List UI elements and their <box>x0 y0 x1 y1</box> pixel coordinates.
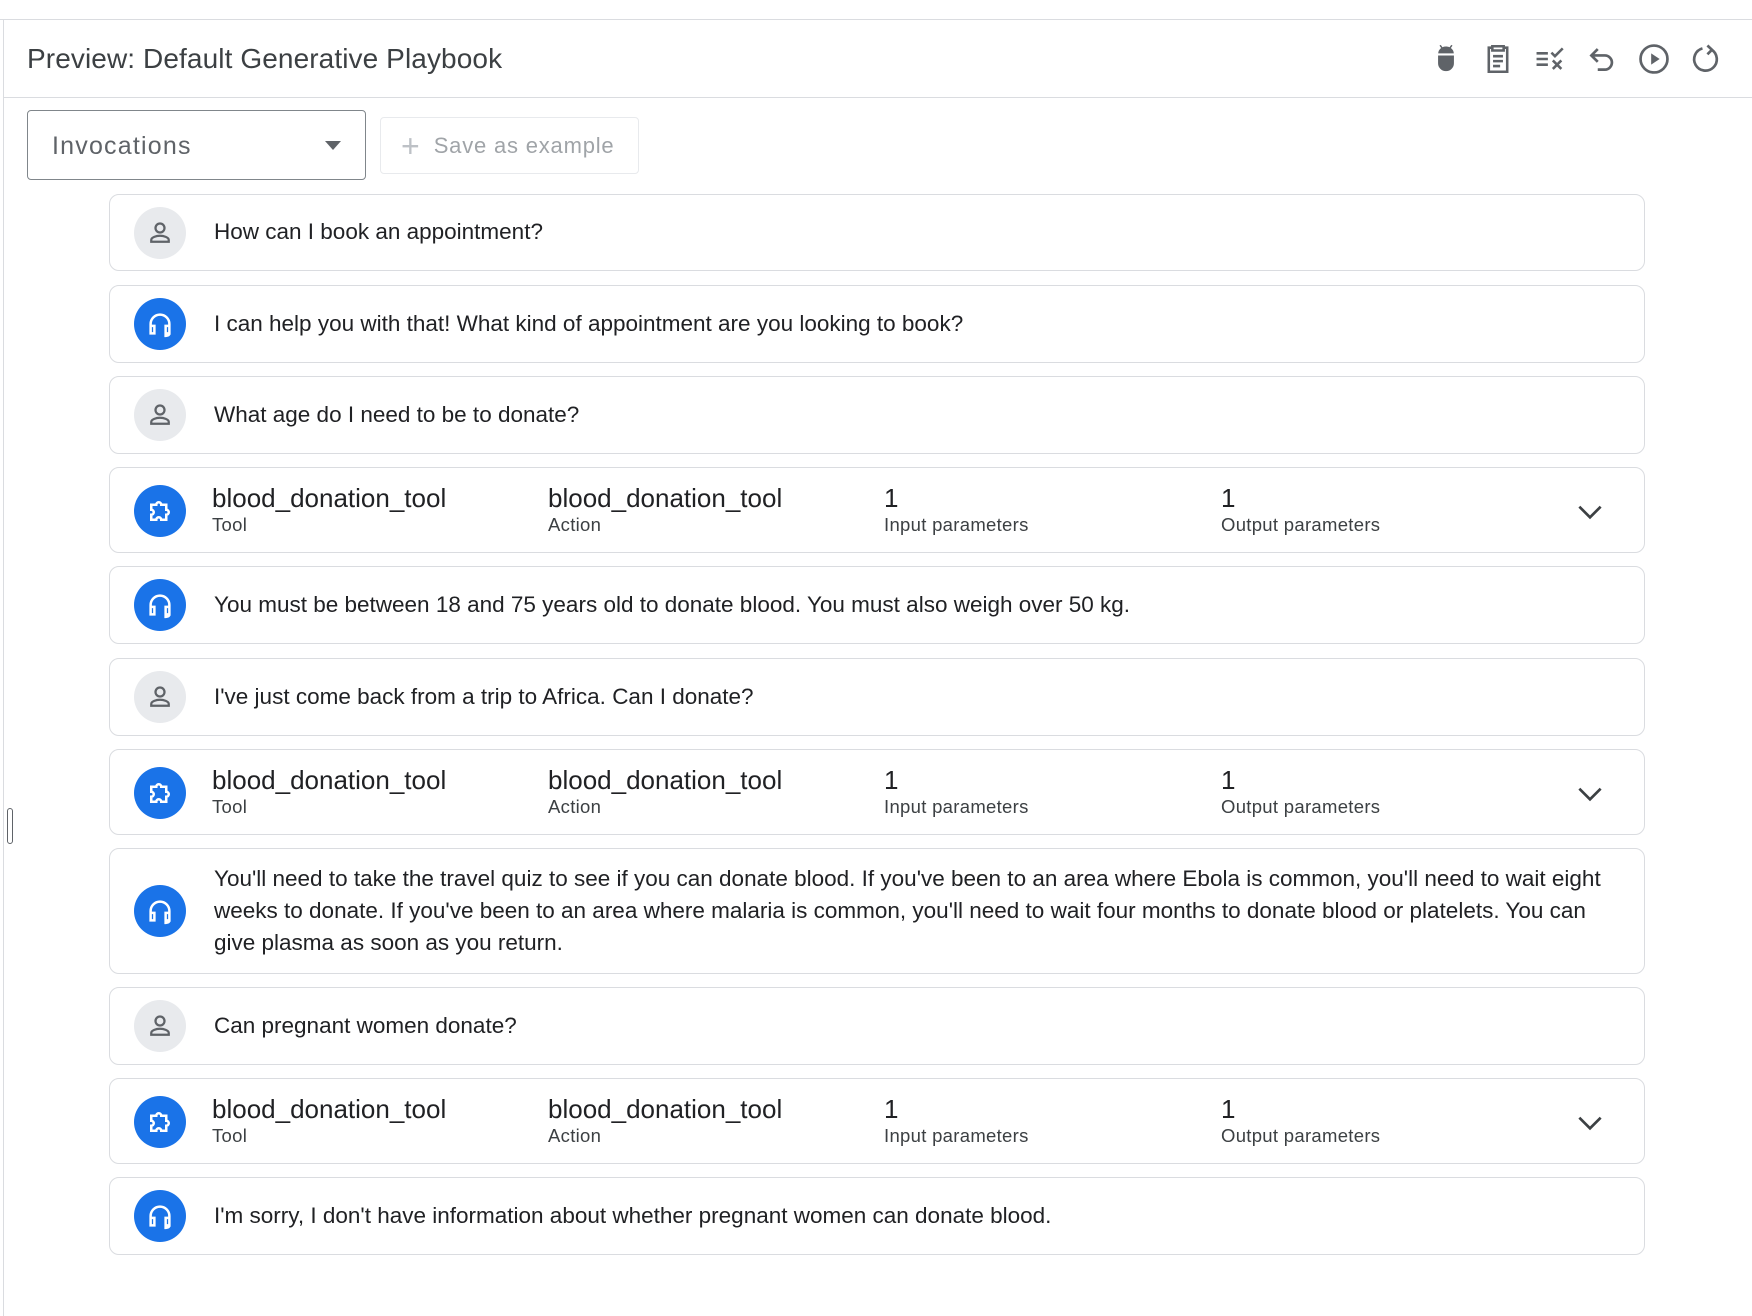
tool-action-label: Action <box>548 1125 602 1146</box>
user-avatar <box>134 671 186 723</box>
bug-icon <box>1429 42 1463 76</box>
expand-tool-button[interactable] <box>1572 1105 1608 1141</box>
message-text: What age do I need to be to donate? <box>214 402 580 427</box>
tool-action-label: Action <box>548 514 602 535</box>
input-params-label: Input parameters <box>884 796 1029 817</box>
tool-name-label: Tool <box>212 1125 248 1146</box>
headset-icon <box>145 309 175 339</box>
expand-tool-button[interactable] <box>1572 776 1608 812</box>
extension-icon <box>145 496 175 526</box>
user-avatar <box>134 207 186 259</box>
tool-avatar <box>134 1096 186 1148</box>
chevron-down-icon <box>1574 1107 1606 1139</box>
tool-invocation-card <box>109 1078 1645 1164</box>
tool-action-column <box>548 1093 782 1147</box>
output-params-count: 1 <box>1221 1094 1236 1124</box>
tool-action-label: Action <box>548 796 602 817</box>
tool-action: blood_donation_tool <box>548 1094 783 1124</box>
tool-invocation-card <box>109 749 1645 835</box>
tool-name-column <box>212 482 446 536</box>
tool-name-column <box>212 1093 446 1147</box>
user-message-card <box>109 658 1645 736</box>
person-icon <box>145 218 175 248</box>
input-params-column <box>884 1093 1029 1147</box>
message-text: I can help you with that! What kind of appointment are you looking to book? <box>214 311 964 336</box>
output-params-label: Output parameters <box>1221 1125 1381 1146</box>
window-top-strip <box>0 0 1752 20</box>
panel-left-border <box>3 20 4 1316</box>
output-params-column <box>1221 764 1380 818</box>
output-params-count: 1 <box>1221 765 1236 795</box>
tool-name-column <box>212 764 446 818</box>
output-params-label: Output parameters <box>1221 514 1381 535</box>
play-button[interactable] <box>1632 37 1676 81</box>
agent-avatar <box>134 298 186 350</box>
chevron-down-icon <box>1574 778 1606 810</box>
undo-button[interactable] <box>1580 37 1624 81</box>
header-toolbar <box>1412 37 1752 81</box>
dropdown-arrow-icon <box>325 141 341 150</box>
play-circle-icon <box>1637 42 1671 76</box>
clipboard-icon <box>1481 42 1515 76</box>
input-params-count: 1 <box>884 1094 899 1124</box>
checklist-icon <box>1533 42 1567 76</box>
save-as-example-label: Save as example <box>433 132 615 158</box>
headset-icon <box>145 590 175 620</box>
tool-name: blood_donation_tool <box>212 483 447 513</box>
message-text: You must be between 18 and 75 years old to donate blood. You must also weigh over 50 kg. <box>214 592 1131 617</box>
save-as-example-button[interactable] <box>380 117 639 174</box>
message-text: How can I book an appointment? <box>214 219 543 244</box>
tool-name-label: Tool <box>212 796 248 817</box>
agent-avatar <box>134 1190 186 1242</box>
undo-icon <box>1585 42 1619 76</box>
debug-button[interactable] <box>1424 37 1468 81</box>
tool-avatar <box>134 485 186 537</box>
user-avatar <box>134 389 186 441</box>
tool-name-label: Tool <box>212 514 248 535</box>
preview-header <box>4 20 1752 98</box>
tool-invocation-card <box>109 467 1645 553</box>
message-text: You'll need to take the travel quiz to see if you can donate blood. If you've been to an area where Ebola is common, you'll need to wait eight weeks to donate. If you've been to an area where malaria is common, you'll need to wait four months to donate blood or platelets. You can give plasma as soon as you return. <box>214 866 1601 955</box>
person-icon <box>145 682 175 712</box>
extension-icon <box>145 778 175 808</box>
clipboard-button[interactable] <box>1476 37 1520 81</box>
chevron-down-icon <box>1574 496 1606 528</box>
user-message-card <box>109 376 1645 454</box>
person-icon <box>145 400 175 430</box>
input-params-count: 1 <box>884 483 899 513</box>
expand-tool-button[interactable] <box>1572 494 1608 530</box>
input-params-column <box>884 764 1029 818</box>
page-title: Preview: Default Generative Playbook <box>27 43 503 74</box>
preview-controls <box>27 110 727 180</box>
reset-icon <box>1689 42 1723 76</box>
input-params-label: Input parameters <box>884 1125 1029 1146</box>
checklist-button[interactable] <box>1528 37 1572 81</box>
output-params-count: 1 <box>1221 483 1236 513</box>
input-params-label: Input parameters <box>884 514 1029 535</box>
user-avatar <box>134 1000 186 1052</box>
agent-message-card <box>109 1177 1645 1255</box>
view-mode-select-value: Invocations <box>52 132 192 160</box>
user-message-card <box>109 987 1645 1065</box>
plus-icon: + <box>401 127 420 164</box>
input-params-count: 1 <box>884 765 899 795</box>
person-icon <box>145 1011 175 1041</box>
headset-icon <box>145 1201 175 1231</box>
input-params-column <box>884 482 1029 536</box>
tool-action: blood_donation_tool <box>548 765 783 795</box>
panel-resize-handle[interactable] <box>7 808 13 844</box>
tool-action: blood_donation_tool <box>548 483 783 513</box>
tool-avatar <box>134 767 186 819</box>
tool-name: blood_donation_tool <box>212 765 447 795</box>
message-text: I'm sorry, I don't have information about whether pregnant women can donate blood. <box>214 1203 1052 1228</box>
reset-button[interactable] <box>1684 37 1728 81</box>
agent-avatar <box>134 579 186 631</box>
agent-message-card <box>109 848 1645 974</box>
tool-name: blood_donation_tool <box>212 1094 447 1124</box>
user-message-card <box>109 194 1645 271</box>
view-mode-select[interactable] <box>27 110 366 180</box>
tool-action-column <box>548 764 782 818</box>
extension-icon <box>145 1107 175 1137</box>
headset-icon <box>145 896 175 926</box>
agent-avatar <box>134 885 186 937</box>
agent-message-card <box>109 285 1645 363</box>
output-params-column <box>1221 1093 1380 1147</box>
output-params-column <box>1221 482 1380 536</box>
output-params-label: Output parameters <box>1221 796 1381 817</box>
message-text: I've just come back from a trip to Africa. Can I donate? <box>214 684 754 709</box>
agent-message-card <box>109 566 1645 644</box>
message-text: Can pregnant women donate? <box>214 1013 517 1038</box>
tool-action-column <box>548 482 782 536</box>
